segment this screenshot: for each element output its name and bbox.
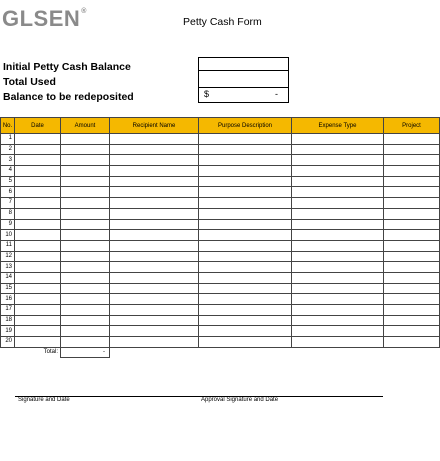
expense-type-cell[interactable] [292, 187, 384, 198]
expense-type-cell[interactable] [292, 134, 384, 145]
amount-cell[interactable] [61, 134, 110, 145]
expense-type-cell[interactable] [292, 315, 384, 326]
expense-type-cell[interactable] [292, 155, 384, 166]
expense-type-cell[interactable] [292, 144, 384, 155]
recipient-cell[interactable] [110, 208, 199, 219]
expense-type-cell[interactable] [292, 272, 384, 283]
recipient-cell[interactable] [110, 283, 199, 294]
amount-cell[interactable] [61, 198, 110, 209]
project-cell[interactable] [384, 134, 440, 145]
date-cell[interactable] [15, 240, 61, 251]
balance-value: - [275, 89, 278, 99]
table-row [1, 294, 440, 305]
amount-cell[interactable] [61, 305, 110, 316]
col-header-expense-type: Expense Type [292, 118, 384, 134]
expense-type-cell[interactable] [292, 198, 384, 209]
amount-cell[interactable] [61, 240, 110, 251]
purpose-cell[interactable] [199, 294, 292, 305]
expense-type-cell[interactable] [292, 262, 384, 273]
recipient-cell[interactable] [110, 272, 199, 283]
petty-cash-table [0, 117, 440, 358]
glsen-logo [2, 6, 87, 32]
amount-cell[interactable] [61, 166, 110, 177]
project-cell[interactable] [384, 240, 440, 251]
row-number: 15 [1, 283, 15, 294]
purpose-cell[interactable] [199, 198, 292, 209]
project-cell[interactable] [384, 262, 440, 273]
date-cell[interactable] [15, 251, 61, 262]
purpose-cell[interactable] [199, 337, 292, 348]
total-used-label: Total Used [3, 76, 56, 88]
amount-cell[interactable] [61, 187, 110, 198]
project-cell[interactable] [384, 230, 440, 241]
project-cell[interactable] [384, 166, 440, 177]
amount-cell[interactable] [61, 326, 110, 337]
recipient-cell[interactable] [110, 337, 199, 348]
initial-balance-label: Initial Petty Cash Balance [3, 61, 131, 73]
purpose-cell[interactable] [199, 144, 292, 155]
registered-mark: ® [81, 8, 87, 15]
col-header-project: Project [384, 118, 440, 134]
col-header-purpose: Purpose Description [199, 118, 292, 134]
recipient-cell[interactable] [110, 230, 199, 241]
project-cell[interactable] [384, 251, 440, 262]
project-cell[interactable] [384, 198, 440, 209]
purpose-cell[interactable] [199, 134, 292, 145]
col-header-date: Date [15, 118, 61, 134]
col-header-no: No. [1, 118, 15, 134]
expense-type-cell[interactable] [292, 294, 384, 305]
recipient-cell[interactable] [110, 187, 199, 198]
table-row [1, 315, 440, 326]
table-row [1, 283, 440, 294]
row-number: 20 [1, 337, 15, 348]
expense-type-cell[interactable] [292, 176, 384, 187]
recipient-cell[interactable] [110, 240, 199, 251]
table-row [1, 208, 440, 219]
row-number: 6 [1, 187, 15, 198]
row-number: 18 [1, 315, 15, 326]
table-row [1, 337, 440, 348]
table-row [1, 134, 440, 145]
purpose-cell[interactable] [199, 166, 292, 177]
amount-cell[interactable] [61, 272, 110, 283]
col-header-recipient: Recipient Name [110, 118, 199, 134]
row-number: 5 [1, 176, 15, 187]
expense-type-cell[interactable] [292, 240, 384, 251]
date-cell[interactable] [15, 230, 61, 241]
expense-type-cell[interactable] [292, 208, 384, 219]
total-amount: - [61, 347, 110, 358]
expense-type-cell[interactable] [292, 305, 384, 316]
table-row [1, 176, 440, 187]
expense-type-cell[interactable] [292, 326, 384, 337]
signature-label: Signature and Date [18, 397, 70, 403]
row-number: 16 [1, 294, 15, 305]
date-cell[interactable] [15, 144, 61, 155]
date-cell[interactable] [15, 326, 61, 337]
table-row [1, 326, 440, 337]
row-number: 9 [1, 219, 15, 230]
table-header-row [1, 118, 440, 134]
amount-cell[interactable] [61, 315, 110, 326]
purpose-cell[interactable] [199, 187, 292, 198]
expense-type-cell[interactable] [292, 251, 384, 262]
table-row [1, 144, 440, 155]
purpose-cell[interactable] [199, 219, 292, 230]
signature-line [15, 396, 383, 397]
row-number: 10 [1, 230, 15, 241]
purpose-cell[interactable] [199, 262, 292, 273]
amount-cell[interactable] [61, 337, 110, 348]
purpose-cell[interactable] [199, 230, 292, 241]
date-cell[interactable] [15, 272, 61, 283]
table-row [1, 251, 440, 262]
col-header-amount: Amount [61, 118, 110, 134]
recipient-cell[interactable] [110, 144, 199, 155]
project-cell[interactable] [384, 208, 440, 219]
project-cell[interactable] [384, 283, 440, 294]
project-cell[interactable] [384, 305, 440, 316]
date-cell[interactable] [15, 315, 61, 326]
table-row [1, 219, 440, 230]
project-cell[interactable] [384, 187, 440, 198]
purpose-cell[interactable] [199, 208, 292, 219]
row-number: 2 [1, 144, 15, 155]
recipient-cell[interactable] [110, 326, 199, 337]
table-row [1, 230, 440, 241]
project-cell[interactable] [384, 294, 440, 305]
approval-signature-label: Approval Signature and Date [201, 397, 279, 403]
date-cell[interactable] [15, 187, 61, 198]
amount-cell[interactable] [61, 262, 110, 273]
date-cell[interactable] [15, 294, 61, 305]
row-number: 12 [1, 251, 15, 262]
recipient-cell[interactable] [110, 315, 199, 326]
project-cell[interactable] [384, 176, 440, 187]
row-number: 19 [1, 326, 15, 337]
recipient-cell[interactable] [110, 251, 199, 262]
amount-cell[interactable] [61, 144, 110, 155]
recipient-cell[interactable] [110, 155, 199, 166]
purpose-cell[interactable] [199, 251, 292, 262]
table-row [1, 305, 440, 316]
date-cell[interactable] [15, 283, 61, 294]
amount-cell[interactable] [61, 283, 110, 294]
date-cell[interactable] [15, 176, 61, 187]
balance-redeposit-label: Balance to be redeposited [3, 91, 134, 103]
expense-type-cell[interactable] [292, 283, 384, 294]
project-cell[interactable] [384, 155, 440, 166]
expense-type-cell[interactable] [292, 337, 384, 348]
date-cell[interactable] [15, 134, 61, 145]
expense-type-cell[interactable] [292, 219, 384, 230]
row-number: 3 [1, 155, 15, 166]
total-used-field[interactable] [198, 71, 289, 88]
purpose-cell[interactable] [199, 240, 292, 251]
purpose-cell[interactable] [199, 315, 292, 326]
currency-symbol: $ [204, 89, 210, 99]
purpose-cell[interactable] [199, 272, 292, 283]
row-number: 11 [1, 240, 15, 251]
amount-cell[interactable] [61, 294, 110, 305]
table-row [1, 187, 440, 198]
row-number: 17 [1, 305, 15, 316]
row-number: 13 [1, 262, 15, 273]
table-row [1, 262, 440, 273]
row-number: 4 [1, 166, 15, 177]
recipient-cell[interactable] [110, 176, 199, 187]
purpose-cell[interactable] [199, 176, 292, 187]
recipient-cell[interactable] [110, 305, 199, 316]
amount-cell[interactable] [61, 208, 110, 219]
project-cell[interactable] [384, 337, 440, 348]
purpose-cell[interactable] [199, 283, 292, 294]
initial-balance-field[interactable] [198, 57, 289, 71]
row-number: 1 [1, 134, 15, 145]
recipient-cell[interactable] [110, 294, 199, 305]
row-number: 14 [1, 272, 15, 283]
project-cell[interactable] [384, 144, 440, 155]
date-cell[interactable] [15, 198, 61, 209]
recipient-cell[interactable] [110, 219, 199, 230]
date-cell[interactable] [15, 337, 61, 348]
date-cell[interactable] [15, 208, 61, 219]
date-cell[interactable] [15, 219, 61, 230]
amount-cell[interactable] [61, 155, 110, 166]
amount-cell[interactable] [61, 176, 110, 187]
amount-cell[interactable] [61, 251, 110, 262]
purpose-cell[interactable] [199, 305, 292, 316]
total-label: Total: [43, 349, 58, 356]
project-cell[interactable] [384, 326, 440, 337]
date-cell[interactable] [15, 166, 61, 177]
table-row [1, 272, 440, 283]
recipient-cell[interactable] [110, 134, 199, 145]
purpose-cell[interactable] [199, 155, 292, 166]
form-title: Petty Cash Form [183, 16, 262, 28]
project-cell[interactable] [384, 272, 440, 283]
expense-type-cell[interactable] [292, 230, 384, 241]
balance-redeposit-field[interactable] [198, 88, 289, 103]
row-number: 7 [1, 198, 15, 209]
recipient-cell[interactable] [110, 262, 199, 273]
date-cell[interactable] [15, 262, 61, 273]
date-cell[interactable] [15, 155, 61, 166]
table-row [1, 155, 440, 166]
amount-cell[interactable] [61, 219, 110, 230]
amount-cell[interactable] [61, 230, 110, 241]
date-cell[interactable] [15, 305, 61, 316]
recipient-cell[interactable] [110, 166, 199, 177]
expense-type-cell[interactable] [292, 166, 384, 177]
project-cell[interactable] [384, 315, 440, 326]
total-row [1, 347, 440, 358]
project-cell[interactable] [384, 219, 440, 230]
table-row [1, 240, 440, 251]
table-row [1, 198, 440, 209]
table-row [1, 166, 440, 177]
purpose-cell[interactable] [199, 326, 292, 337]
row-number: 8 [1, 208, 15, 219]
logo-text: GLSEN [2, 6, 81, 31]
recipient-cell[interactable] [110, 198, 199, 209]
